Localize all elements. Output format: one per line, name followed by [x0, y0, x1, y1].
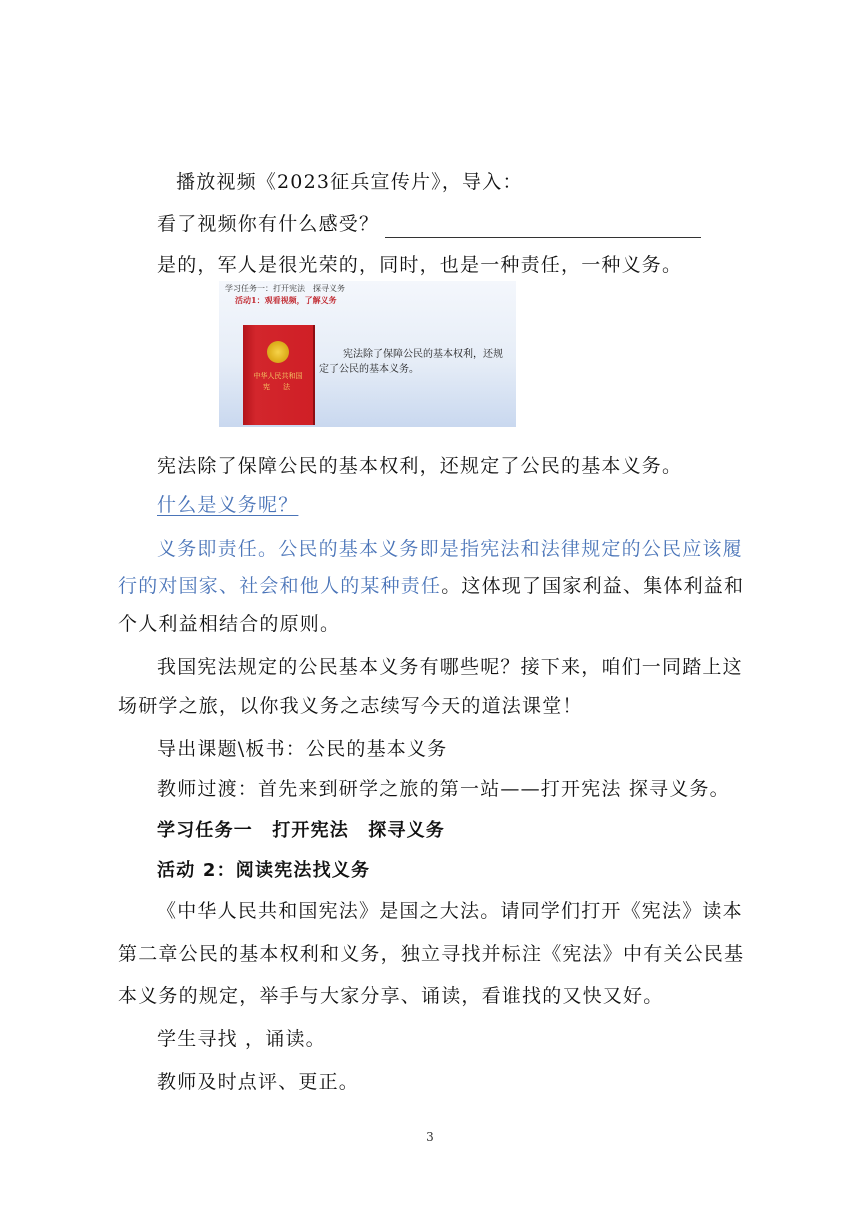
paragraph-line: 第二章公民的基本权利和义务，独立寻找并标注《宪法》中有关公民基 — [118, 943, 745, 965]
paragraph-line: 场研学之旅，以你我义务之志续写今天的道法课堂！ — [118, 695, 583, 717]
paragraph-line: 《中华人民共和国宪法》是国之大法。请同学们打开《宪法》读本 — [157, 900, 743, 922]
paragraph-line: 是的，军人是很光荣的，同时，也是一种责任，一种义务。 — [157, 254, 683, 276]
question-line — [157, 210, 701, 238]
slide-activity: 活动1：观看视频，了解义务 — [235, 295, 337, 305]
activity-heading: 活动 2：阅读宪法找义务 — [157, 860, 371, 881]
slide-text: 宪法除了保障公民的基本权利，还规定了公民的基本义务。 — [319, 349, 503, 375]
slide-title: 学习任务一：打开宪法 探寻义务 — [225, 284, 345, 293]
national-emblem-icon — [267, 341, 289, 363]
transition-line: 教师过渡：首先来到研学之旅的第一站——打开宪法 探寻义务。 — [157, 778, 730, 800]
slide-image — [219, 281, 516, 427]
question-heading: 什么是义务呢？ — [157, 494, 299, 516]
paragraph-line: 个人利益相结合的原则。 — [118, 613, 341, 635]
answer-blank[interactable] — [385, 219, 701, 238]
book-title: 中华人民共和国 — [253, 372, 303, 380]
paragraph-line: 教师及时点评、更正。 — [157, 1071, 360, 1093]
definition-rest: 。这体现了国家利益、集体利益和 — [441, 575, 745, 597]
paragraph-line: 学生寻找 ，诵读。 — [157, 1028, 326, 1050]
page-number: 3 — [426, 1130, 434, 1144]
question-text: 看了视频你有什么感受？ — [157, 213, 380, 235]
intro-line: 播放视频《2023征兵宣传片》，导入： — [176, 171, 523, 193]
task-heading: 学习任务一 打开宪法 探寻义务 — [157, 820, 445, 841]
paragraph-line: 宪法除了保障公民的基本权利，还规定了公民的基本义务。 — [157, 455, 683, 477]
book-subtitle: 宪 法 — [263, 383, 293, 391]
paragraph-line: 本义务的规定，举手与大家分享、诵读，看谁找的又快又好。 — [118, 985, 664, 1007]
paragraph-line: 我国宪法规定的公民基本义务有哪些呢？接下来，咱们一同踏上这 — [157, 656, 743, 678]
definition-highlight: 行的对国家、社会和他人的某种责任 — [118, 575, 442, 597]
board-title-line: 导出课题\板书：公民的基本义务 — [157, 738, 448, 760]
definition-line — [118, 572, 744, 600]
constitution-book — [243, 325, 313, 425]
definition-line: 义务即责任。公民的基本义务即是指宪法和法律规定的公民应该履 — [157, 538, 743, 560]
